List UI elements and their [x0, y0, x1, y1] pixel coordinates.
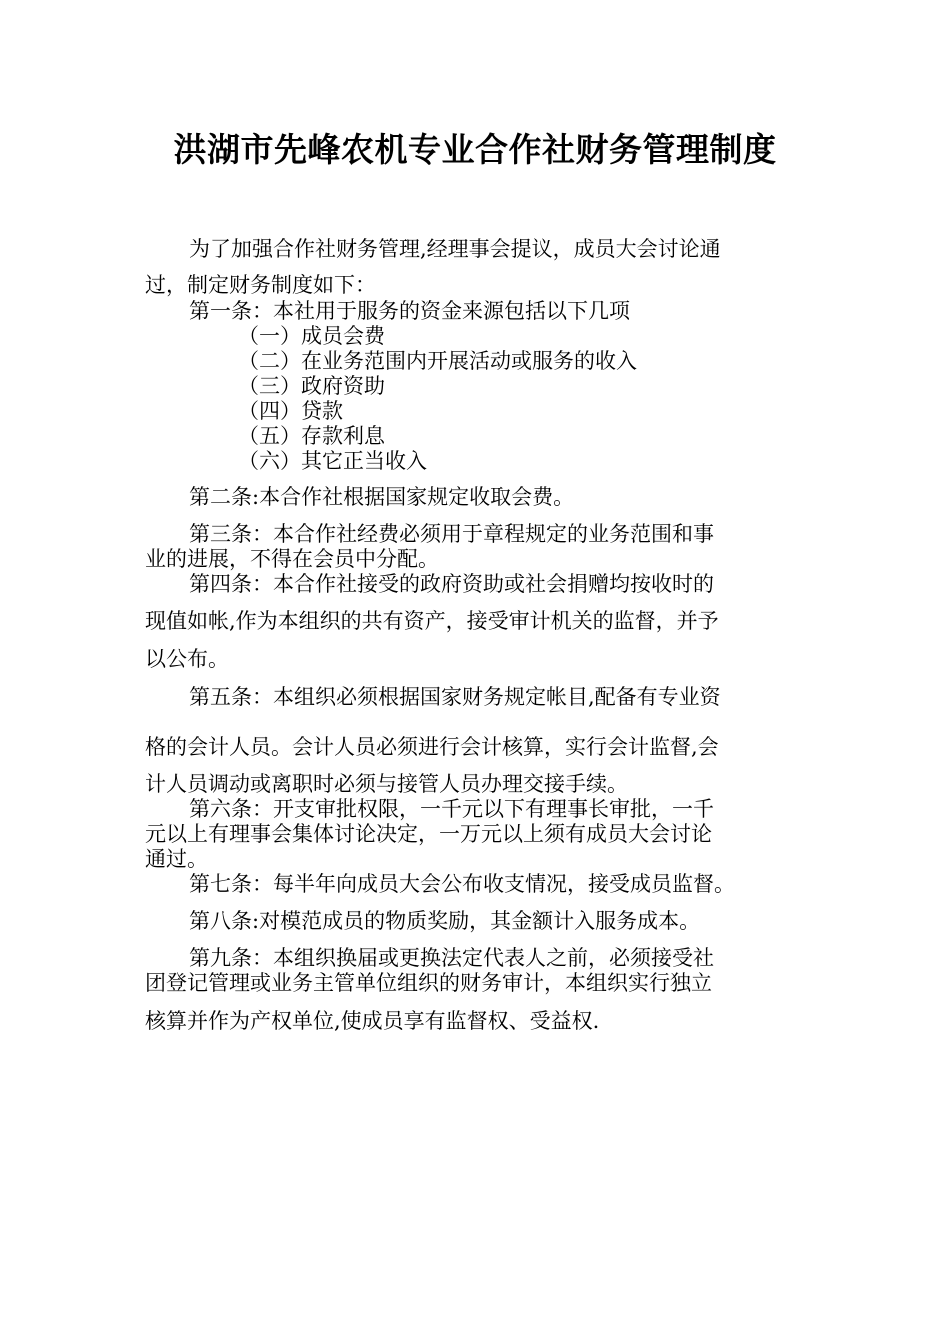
article-line: 通过。: [145, 847, 208, 871]
list-item: （一）成员会费: [238, 324, 385, 348]
article-line: 第五条：本组织必须根据国家财务规定帐目,配备有专业资: [189, 685, 721, 709]
article-line: 第四条：本合作社接受的政府资助或社会捐赠均按收时的: [189, 572, 714, 596]
article-line: 以公布。: [145, 647, 229, 671]
article-line: 计人员调动或离职时必须与接管人员办理交接手续。: [145, 772, 628, 796]
list-item: （四）贷款: [238, 399, 343, 423]
article-line: 第一条：本社用于服务的资金来源包括以下几项: [189, 299, 630, 323]
article-line: 第二条:本合作社根据国家规定收取会费。: [189, 485, 575, 509]
article-line: 第七条：每半年向成员大会公布收支情况，接受成员监督。: [189, 872, 735, 896]
article-line: 第六条：开支审批权限，一千元以下有理事长审批，一千: [189, 797, 714, 821]
article-line: 第八条:对模范成员的物质奖励，其金额计入服务成本。: [189, 909, 701, 933]
list-item: （三）政府资助: [238, 374, 385, 398]
article-line: 第九条：本组织换届或更换法定代表人之前，必须接受社: [189, 946, 714, 970]
list-item: （二）在业务范围内开展活动或服务的收入: [238, 349, 637, 373]
article-line: 团登记管理或业务主管单位组织的财务审计，本组织实行独立: [145, 971, 712, 995]
list-item: （六）其它正当收入: [238, 449, 427, 473]
article-line: 第三条：本合作社经费必须用于章程规定的业务范围和事: [189, 522, 714, 546]
paragraph-line: 为了加强合作社财务管理,经理事会提议，成员大会讨论通: [189, 237, 721, 261]
article-line: 现值如帐,作为本组织的共有资产，接受审计机关的监督，并予: [145, 609, 719, 633]
article-line: 核算并作为产权单位,使成员享有监督权、受益权.: [145, 1009, 600, 1033]
paragraph-line: 过，制定财务制度如下：: [145, 273, 376, 297]
article-line: 元以上有理事会集体讨论决定，一万元以上须有成员大会讨论: [145, 822, 712, 846]
document-title: 洪湖市先峰农机专业合作社财务管理制度: [173, 130, 777, 169]
list-item: （五）存款利息: [238, 424, 385, 448]
article-line: 业的进展，不得在会员中分配。: [145, 547, 439, 571]
article-line: 格的会计人员。会计人员必须进行会计核算，实行会计监督,会: [145, 735, 719, 759]
